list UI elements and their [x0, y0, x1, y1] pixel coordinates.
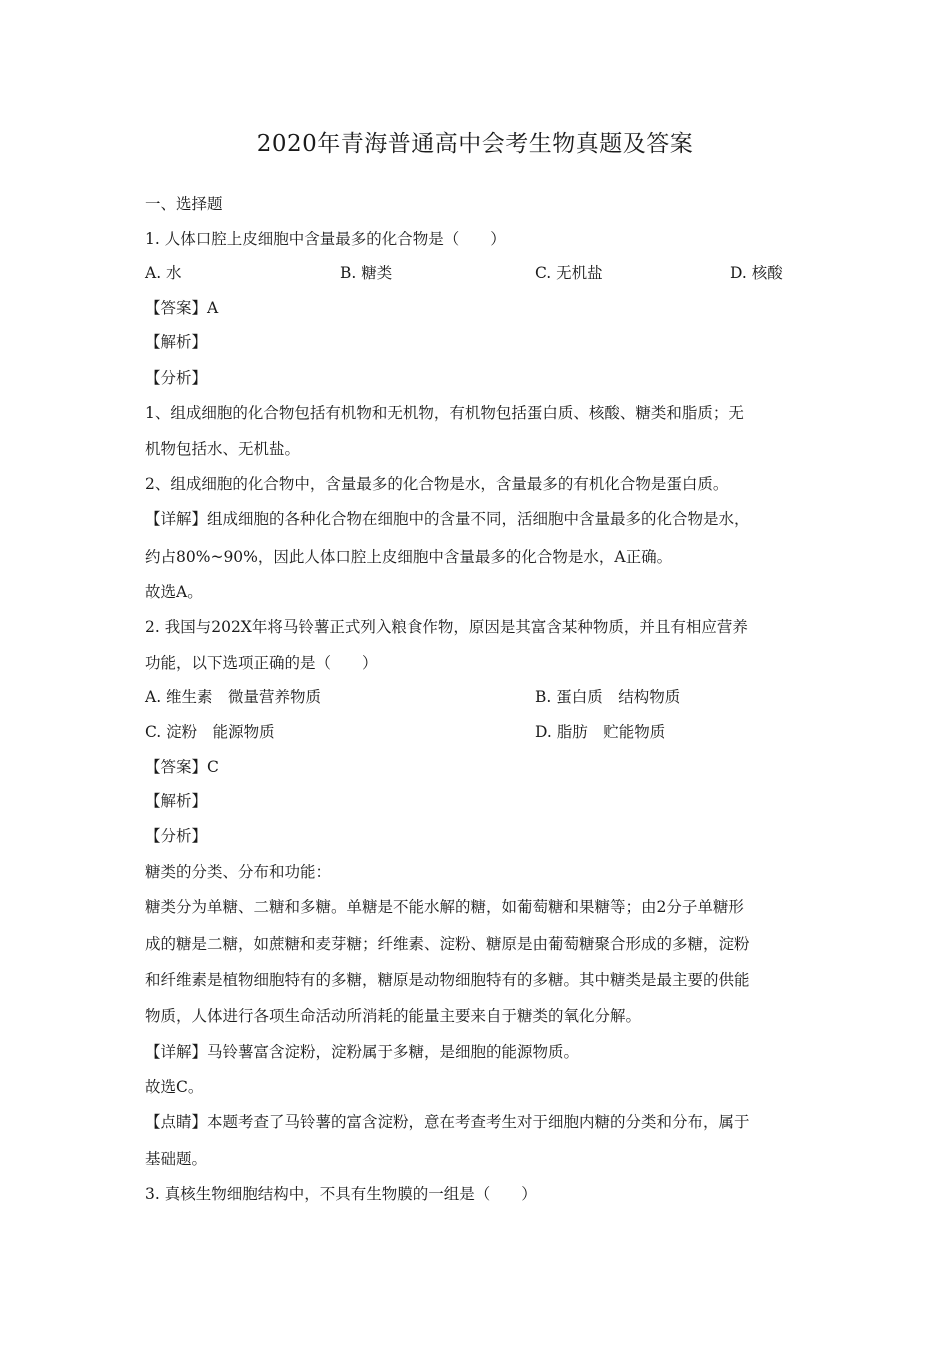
q2-analysis-line: 糖类的分类、分布和功能：	[145, 863, 332, 881]
q1-analysis-line: 2、组成细胞的化合物中，含量最多的化合物是水，含量最多的有机化合物是蛋白质。	[145, 475, 729, 493]
q2-answer: 【答案】C	[145, 758, 219, 776]
q2-analysis-line: 和纤维素是植物细胞特有的多糖，糖原是动物细胞特有的多糖。其中糖类是最主要的供能	[145, 971, 750, 989]
q1-jiexi: 【解析】	[145, 333, 208, 351]
q1-choose: 故选A。	[145, 583, 203, 601]
q2-stem-line: 2. 我国与202X年将马铃薯正式列入粮食作物，原因是其富含某种物质，并且有相应营养	[145, 618, 748, 636]
q3-stem: 3. 真核生物细胞结构中，不具有生物膜的一组是（ ）	[145, 1185, 537, 1203]
q1-answer: 【答案】A	[145, 299, 219, 317]
q2-comment-line: 基础题。	[145, 1150, 208, 1168]
q1-detail-line: 【详解】组成细胞的各种化合物在细胞中的含量不同，活细胞中含量最多的化合物是水，	[145, 510, 750, 528]
q2-analysis-line: 糖类分为单糖、二糖和多糖。单糖是不能水解的糖，如葡萄糖和果糖等；由2分子单糖形	[145, 898, 744, 916]
q2-analysis-line: 物质，人体进行各项生命活动所消耗的能量主要来自于糖类的氧化分解。	[145, 1007, 642, 1025]
q2-fenxi: 【分析】	[145, 827, 208, 845]
q2-choose: 故选C。	[145, 1078, 204, 1096]
q1-option-b: B. 糖类	[340, 264, 393, 282]
q2-option-c: C. 淀粉 能源物质	[145, 723, 275, 741]
q2-option-b: B. 蛋白质 结构物质	[535, 688, 681, 706]
q2-stem-line: 功能，以下选项正确的是（ ）	[145, 654, 378, 672]
q2-detail: 【详解】马铃薯富含淀粉，淀粉属于多糖，是细胞的能源物质。	[145, 1043, 580, 1061]
section-heading: 一、选择题	[145, 195, 223, 213]
q1-option-c: C. 无机盐	[535, 264, 603, 282]
q1-analysis-line: 1、组成细胞的化合物包括有机物和无机物，有机物包括蛋白质、核酸、糖类和脂质；无	[145, 404, 744, 422]
q2-analysis-line: 成的糖是二糖，如蔗糖和麦芽糖；纤维素、淀粉、糖原是由葡萄糖聚合形成的多糖，淀粉	[145, 935, 750, 953]
q2-comment-line: 【点睛】本题考查了马铃薯的富含淀粉，意在考查考生对于细胞内糖的分类和分布，属于	[145, 1113, 750, 1131]
q1-option-d: D. 核酸	[730, 264, 783, 282]
q2-jiexi: 【解析】	[145, 792, 208, 810]
q1-analysis-line: 机物包括水、无机盐。	[145, 440, 301, 458]
q1-fenxi: 【分析】	[145, 369, 208, 387]
q1-option-a: A. 水	[145, 264, 182, 282]
page-title: 2020年青海普通高中会考生物真题及答案	[256, 131, 694, 157]
q2-option-a: A. 维生素 微量营养物质	[145, 688, 322, 706]
q2-option-d: D. 脂肪 贮能物质	[535, 723, 666, 741]
q1-detail-line: 约占80%~90%，因此人体口腔上皮细胞中含量最多的化合物是水，A正确。	[145, 548, 673, 566]
q1-stem: 1. 人体口腔上皮细胞中含量最多的化合物是（ ）	[145, 230, 506, 248]
